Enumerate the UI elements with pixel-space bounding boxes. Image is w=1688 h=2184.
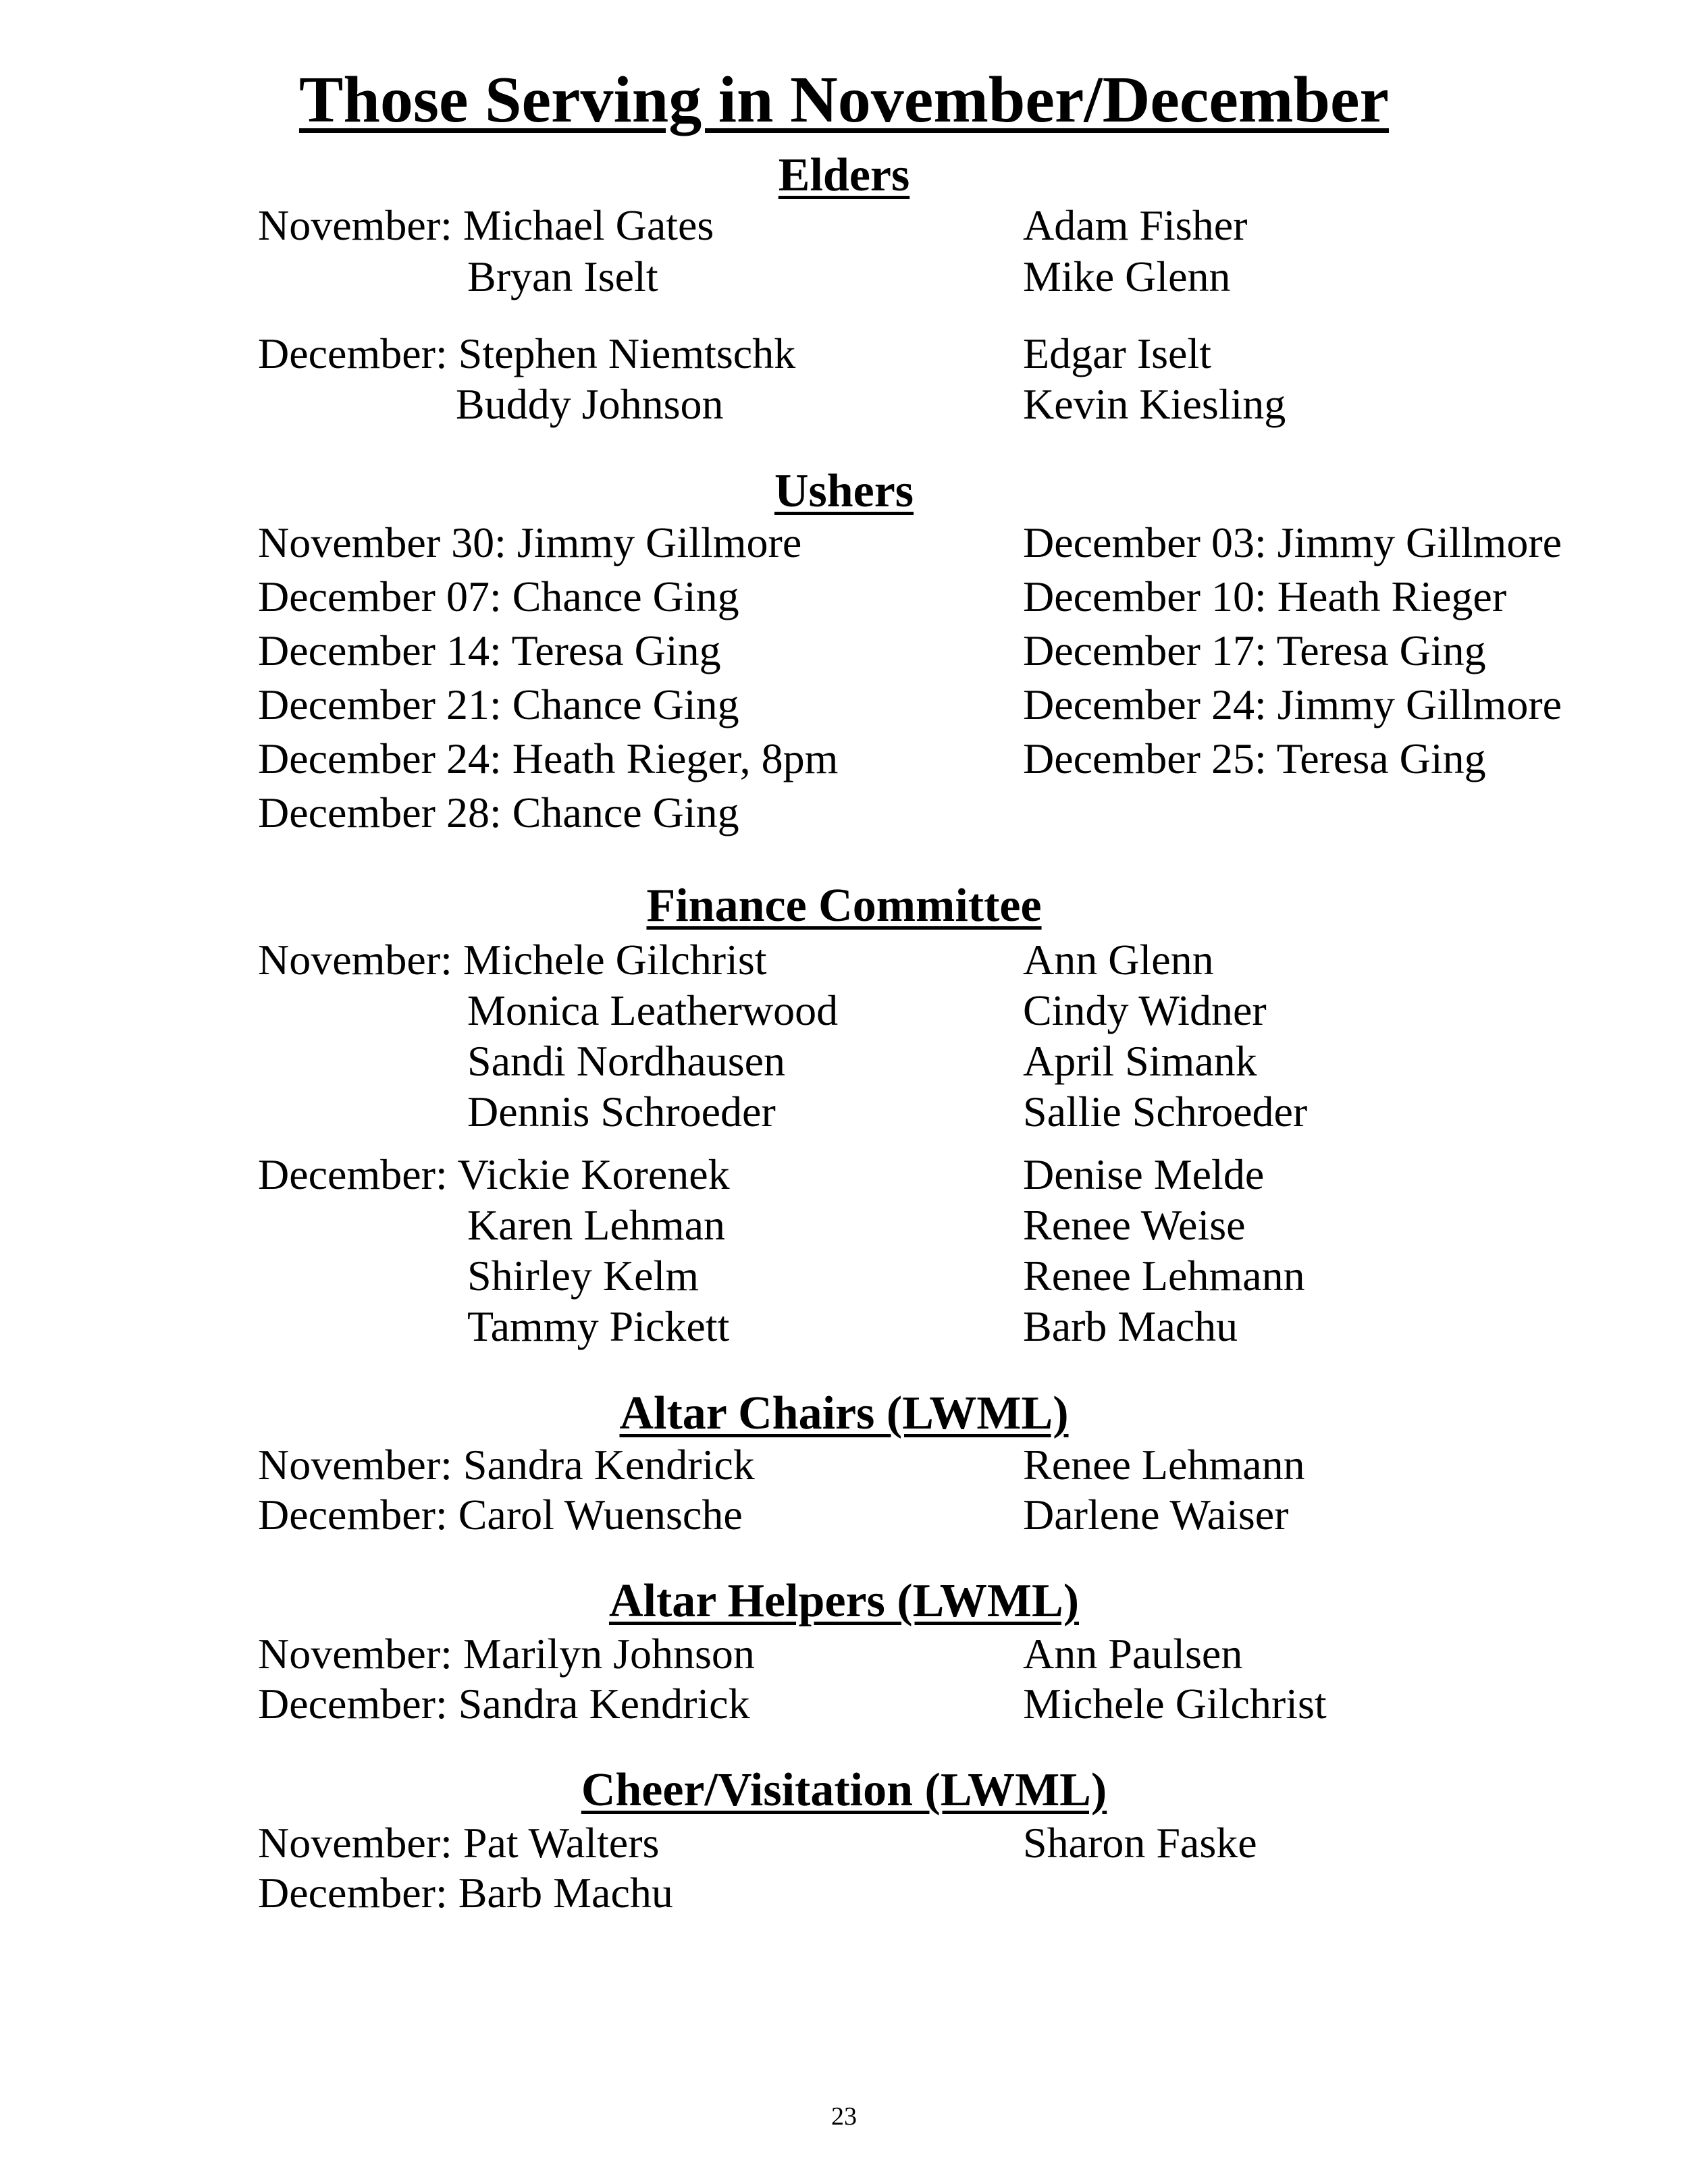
elders-entry: Mike Glenn xyxy=(1023,252,1231,300)
finance-heading: Finance Committee xyxy=(646,880,1042,932)
finance-entry: Renee Lehmann xyxy=(1023,1252,1305,1300)
altar-chairs-entry: November: Sandra Kendrick xyxy=(258,1441,755,1489)
ushers-entry: December 24: Jimmy Gillmore xyxy=(1023,681,1562,728)
ushers-entry: December 10: Heath Rieger xyxy=(1023,572,1507,620)
ushers-entry: December 07: Chance Ging xyxy=(258,572,739,620)
finance-entry: Sandi Nordhausen xyxy=(467,1037,786,1085)
cheer-entry: Sharon Faske xyxy=(1023,1819,1257,1867)
altar-helpers-entry: December: Sandra Kendrick xyxy=(258,1680,750,1728)
ushers-heading: Ushers xyxy=(774,465,914,517)
finance-entry: Barb Machu xyxy=(1023,1302,1238,1350)
altar-helpers-entry: November: Marilyn Johnson xyxy=(258,1630,755,1678)
finance-entry: Renee Weise xyxy=(1023,1201,1246,1249)
ushers-entry: December 14: Teresa Ging xyxy=(258,627,721,674)
ushers-entry: December 24: Heath Rieger, 8pm xyxy=(258,735,839,782)
altar-chairs-entry: December: Carol Wuensche xyxy=(258,1491,743,1539)
finance-entry: Sallie Schroeder xyxy=(1023,1088,1308,1136)
finance-entry: Dennis Schroeder xyxy=(467,1088,776,1136)
ushers-entry: December 28: Chance Ging xyxy=(258,789,739,836)
page-number: 23 xyxy=(831,2102,857,2131)
altar-helpers-heading: Altar Helpers (LWML) xyxy=(608,1575,1080,1627)
elders-heading: Elders xyxy=(778,149,910,201)
elders-entry: Buddy Johnson xyxy=(456,380,724,428)
elders-entry: Kevin Kiesling xyxy=(1023,380,1286,428)
elders-entry: December: Stephen Niemtschk xyxy=(258,329,796,377)
ushers-entry: November 30: Jimmy Gillmore xyxy=(258,518,802,566)
altar-helpers-entry: Ann Paulsen xyxy=(1023,1630,1243,1678)
elders-entry: Bryan Iselt xyxy=(467,252,658,300)
ushers-entry: December 21: Chance Ging xyxy=(258,681,739,728)
ushers-entry: December 03: Jimmy Gillmore xyxy=(1023,518,1562,566)
finance-entry: Ann Glenn xyxy=(1023,936,1214,984)
finance-entry: Karen Lehman xyxy=(467,1201,726,1249)
page-title: Those Serving in November/December xyxy=(299,63,1389,136)
altar-chairs-entry: Darlene Waiser xyxy=(1023,1491,1289,1539)
finance-entry: Cindy Widner xyxy=(1023,986,1267,1034)
finance-entry: April Simank xyxy=(1023,1037,1257,1085)
ushers-entry: December 17: Teresa Ging xyxy=(1023,627,1486,674)
cheer-heading: Cheer/Visitation (LWML) xyxy=(581,1764,1107,1816)
altar-chairs-heading: Altar Chairs (LWML) xyxy=(619,1387,1069,1439)
altar-chairs-entry: Renee Lehmann xyxy=(1023,1441,1305,1489)
finance-entry: December: Vickie Korenek xyxy=(258,1150,730,1198)
elders-entry: Adam Fisher xyxy=(1023,201,1248,249)
finance-entry: Denise Melde xyxy=(1023,1150,1265,1198)
altar-helpers-entry: Michele Gilchrist xyxy=(1023,1680,1327,1728)
cheer-entry: December: Barb Machu xyxy=(258,1869,673,1917)
elders-entry: Edgar Iselt xyxy=(1023,329,1211,377)
cheer-entry: November: Pat Walters xyxy=(258,1819,660,1867)
finance-entry: Monica Leatherwood xyxy=(467,986,839,1034)
elders-entry: November: Michael Gates xyxy=(258,201,714,249)
finance-entry: Tammy Pickett xyxy=(467,1302,730,1350)
finance-entry: Shirley Kelm xyxy=(467,1252,700,1300)
ushers-entry: December 25: Teresa Ging xyxy=(1023,735,1486,782)
finance-entry: November: Michele Gilchrist xyxy=(258,936,767,984)
